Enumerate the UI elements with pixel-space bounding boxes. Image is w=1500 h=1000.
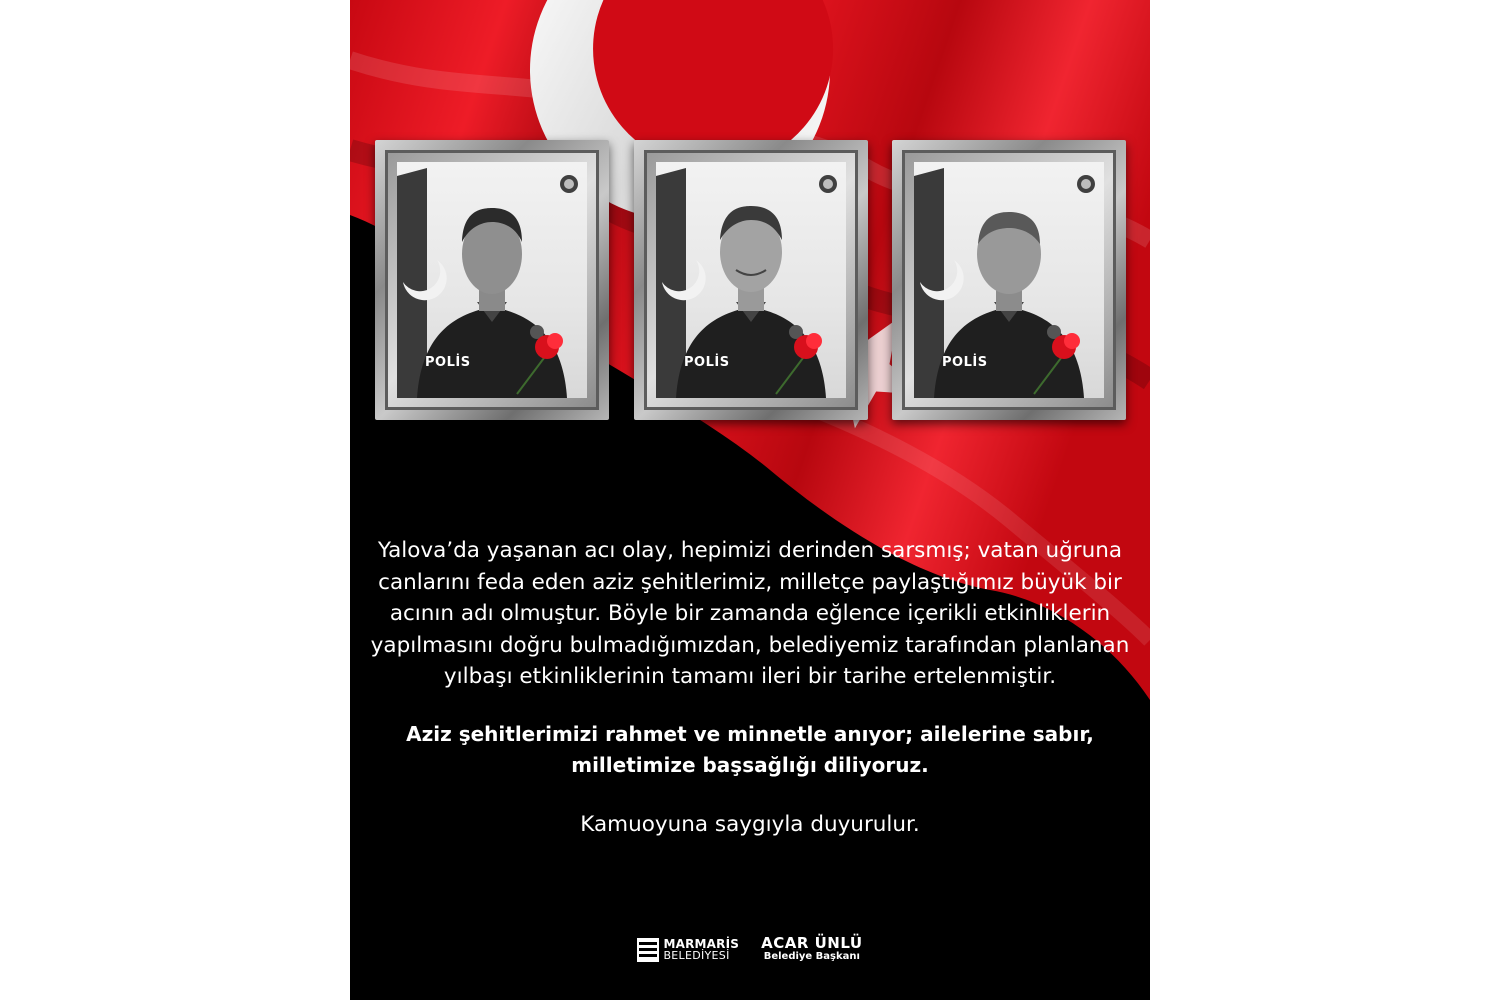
officer-portrait-2 xyxy=(656,162,846,398)
closing-line: Kamuoyuna saygıyla duyurulur. xyxy=(580,811,920,837)
portrait-frame-1 xyxy=(375,140,609,420)
municipality-name-line1: MARMARİS xyxy=(663,937,740,951)
memorial-poster xyxy=(350,0,1150,1000)
portrait-frame-3 xyxy=(892,140,1126,420)
municipality-name-line2: BELEDİYESİ xyxy=(663,949,730,962)
municipality-logo-mark-icon xyxy=(637,938,659,962)
polis-badge-text: POLİS xyxy=(942,355,988,370)
municipality-logo xyxy=(637,938,739,962)
officer-portrait-1 xyxy=(397,162,587,398)
condolence-message: Aziz şehitlerimizi rahmet ve minnetle anıyor; ailelerine sabır, milletimize başsağlığı diliyoruz. xyxy=(406,721,1094,777)
mayor-title: Belediye Başkanı xyxy=(763,951,860,962)
mayor-signature xyxy=(761,936,862,964)
officer-portrait-3 xyxy=(914,162,1104,398)
announcement-body: Yalova’da yaşanan acı olay, hepimizi derinden sarsmış; vatan uğruna canlarını feda eden aziz şehitlerimiz, milletçe paylaştığımız büyük bir acının adı olmuştur. Böyle bir zamanda eğlence içerikli etkinliklerin yapılmasını doğru bulmadığımızdan, belediyemiz tarafından planlanan yılbaşı etkinliklerinin tamamı ileri bir tarihe ertelenmiştir. xyxy=(370,538,1130,689)
mayor-name: ACAR ÜNLÜ xyxy=(761,934,863,952)
portrait-frame-2 xyxy=(634,140,868,420)
announcement-text xyxy=(370,535,1130,840)
footer-logos xyxy=(350,936,1150,964)
polis-badge-text: POLİS xyxy=(425,355,471,370)
polis-badge-text: POLİS xyxy=(684,355,730,370)
